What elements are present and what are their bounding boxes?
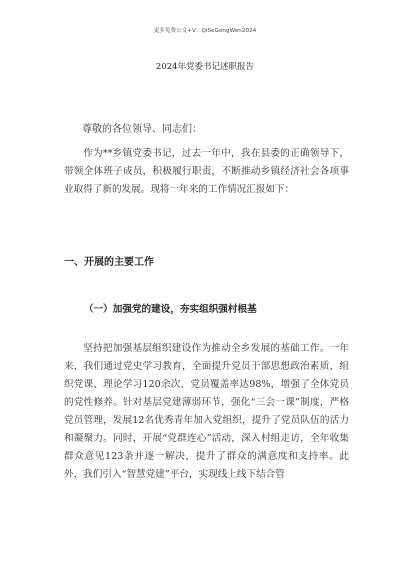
watermark-header: 更多免费公文+V：QiSeGongWen2024 xyxy=(153,28,257,34)
body-paragraph: 坚持把加强基层组织建设作为推动全乡发展的基础工作。一年来，我们通过党史学习教育，全面提升党员干部思想政治素质，组织党课、理论学习120余次，党员覆盖率达98%，增强了全体党员的党性修养。针对基层党建薄弱环节，强化“三会一课”制度，严格党员管理，发展12名优秀青年加入党组织，提升了党员队伍的活力和凝聚力。同时，开展“党群连心”活动，深入村组走访，全年收集群众意见123条并逐一解决，提升了群众的满意度和支持率。此外，我们引入“智慧党建”平台，实现线上线下结合管 xyxy=(64,343,349,480)
document-title: 2024年党委书记述职报告 xyxy=(155,62,255,72)
subsection-heading: （一）加强党的建设，夯实组织强村根基 xyxy=(84,304,257,315)
salutation: 尊敬的各位领导、同志们： xyxy=(82,124,202,135)
intro-paragraph: 作为**乡镇党委书记，过去一年中，我在县委的正确领导下，带领全体班子成员，积极履行职责，不断推动乡镇经济社会各项事业取得了新的发展。现将一年来的工作情况汇报如下： xyxy=(64,148,349,195)
section-heading: 一、开展的主要工作 xyxy=(64,257,154,268)
